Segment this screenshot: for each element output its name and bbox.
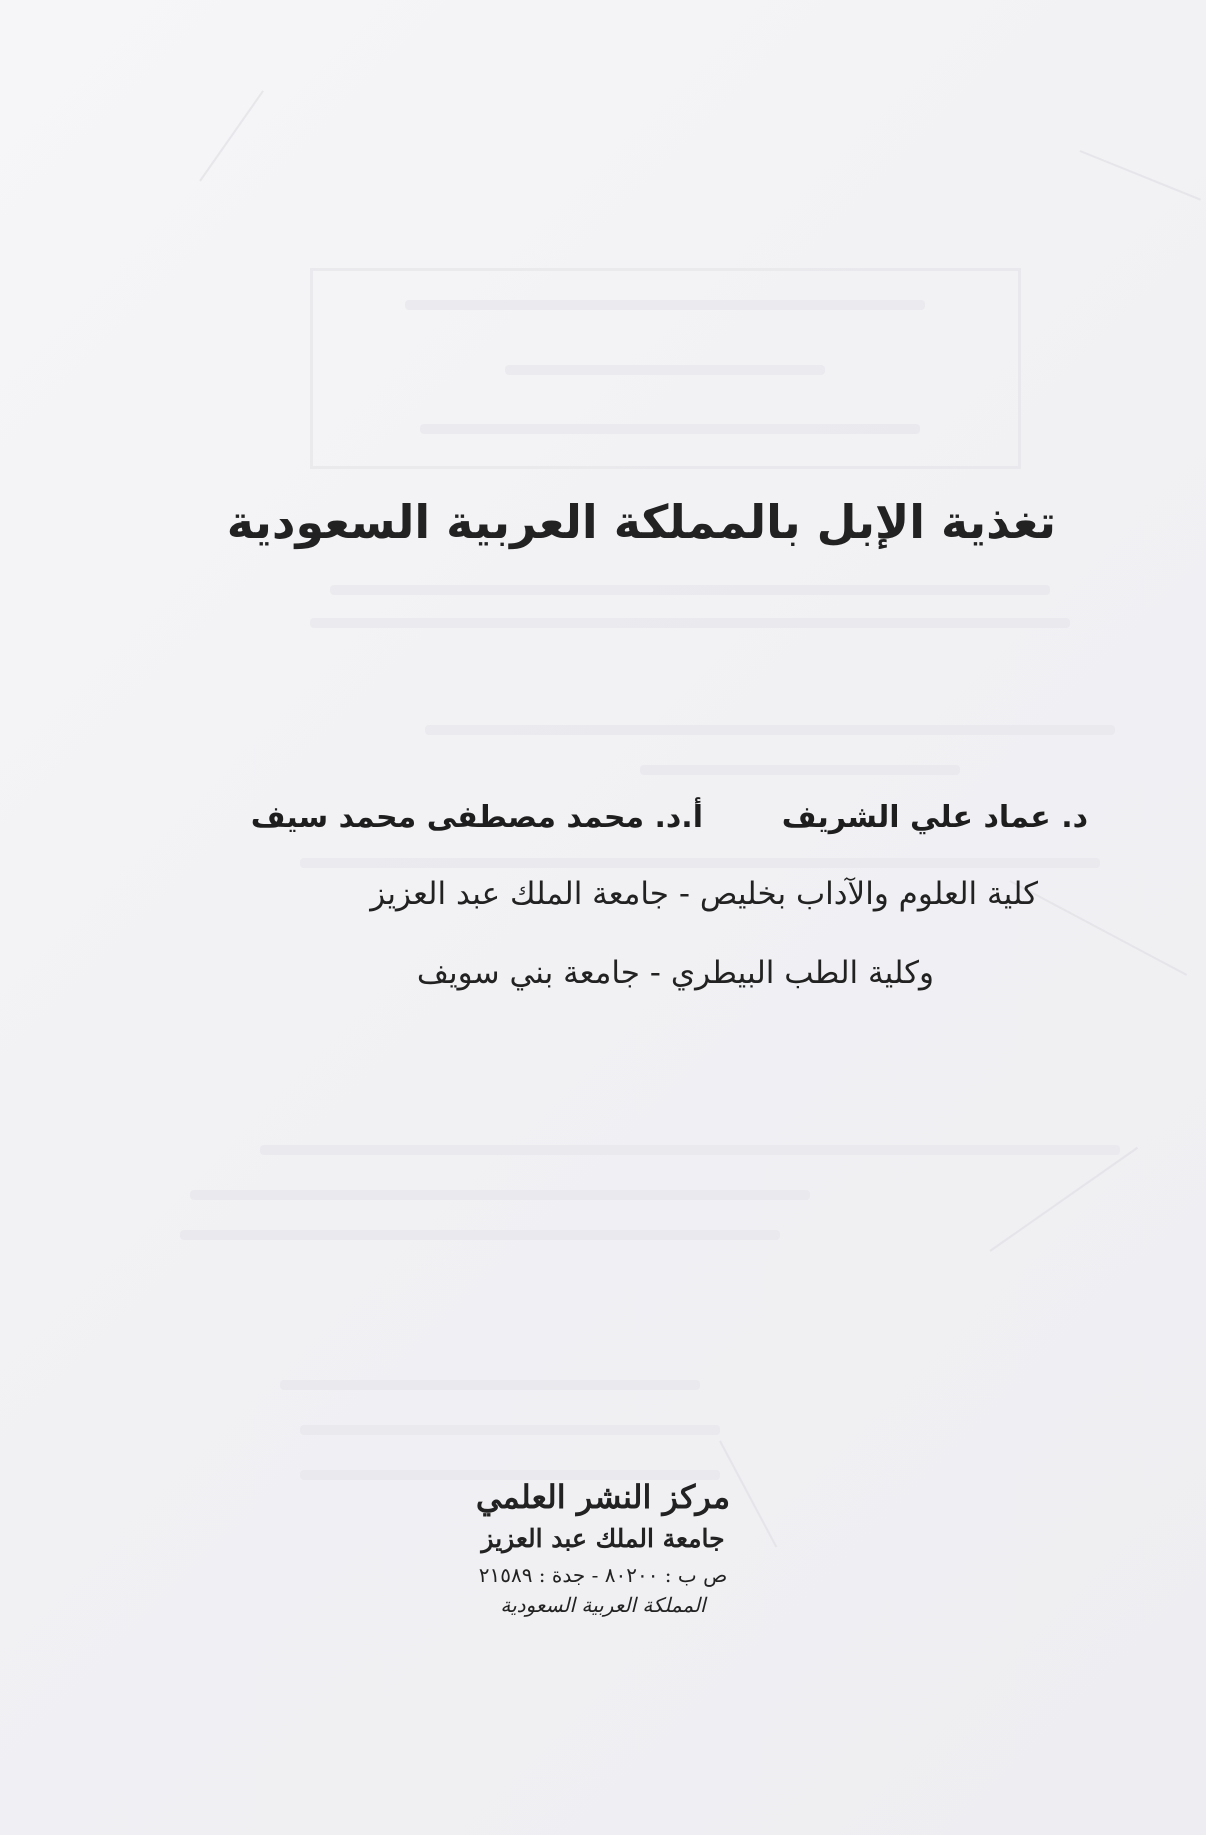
show-through-line xyxy=(640,765,960,775)
publisher-name: مركز النشر العلمي xyxy=(475,1478,731,1516)
affiliation-line-1: كلية العلوم والآداب بخليص - جامعة الملك عبد العزيز xyxy=(370,876,1038,912)
show-through-line xyxy=(300,1425,720,1435)
show-through-line xyxy=(280,1380,700,1390)
show-through-line xyxy=(260,1145,1120,1155)
author-2: أ.د. محمد مصطفى محمد سيف xyxy=(250,800,703,835)
show-through-line xyxy=(190,1190,810,1200)
publisher-university: جامعة الملك عبد العزيز xyxy=(481,1524,725,1553)
show-through-line xyxy=(425,725,1115,735)
show-through-line xyxy=(310,618,1070,628)
paper-crease xyxy=(1080,150,1201,201)
book-title: تغذية الإبل بالمملكة العربية السعودية xyxy=(226,495,1056,549)
paper-crease xyxy=(989,1147,1138,1252)
show-through-line xyxy=(180,1230,780,1240)
affiliation-line-2: وكلية الطب البيطري - جامعة بني سويف xyxy=(416,955,934,991)
author-1: د. عماد علي الشريف xyxy=(781,800,1088,835)
publisher-block xyxy=(0,1478,1206,1617)
show-through-line xyxy=(420,424,920,434)
show-through-line xyxy=(330,585,1050,595)
paper-crease xyxy=(199,90,264,181)
show-through-line xyxy=(300,858,1100,868)
show-through-line xyxy=(505,365,825,375)
show-through-line xyxy=(405,300,925,310)
publisher-country: المملكة العربية السعودية xyxy=(500,1593,706,1617)
publisher-address: ص ب : ٨٠٢٠٠ - جدة : ٢١٥٨٩ xyxy=(478,1563,728,1587)
